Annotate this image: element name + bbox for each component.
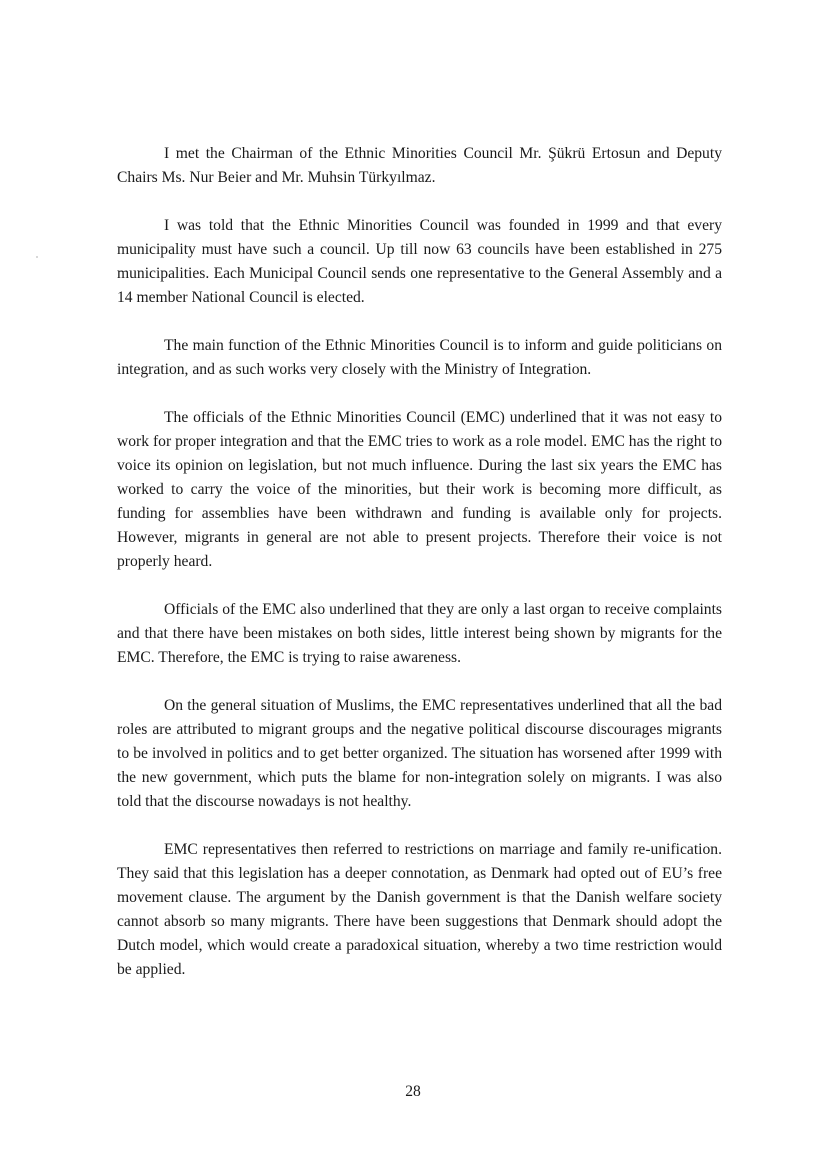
paragraph-complaints: Officials of the EMC also underlined that they are only a last organ to receive complaints and that there have been mistakes on both sides, little interest being shown by migrants for the EMC. Therefore, the EMC is trying to raise awareness. — [117, 601, 722, 666]
paragraph-marriage-restrictions: EMC representatives then referred to restrictions on marriage and family re-unification. They said that this legislation has a deeper connotation, as Denmark had opted out of EU’s free movement clause. The argument by the Danish government is that the Danish welfare society cannot absorb so many migrants. There have been suggestions that Denmark should adopt the Dutch model, which would create a paradoxical situation, whereby a two time restriction would be applied. — [117, 841, 722, 978]
scan-speck — [36, 256, 38, 258]
paragraph-muslims-situation: On the general situation of Muslims, the EMC representatives underlined that all the bad roles are attributed to migrant groups and the negative political discourse discourages migrants to be involved in politics and to get better organized. The situation has worsened after 1999 with the new government, which puts the blame for non-integration solely on migrants. I was also told that the discourse nowadays is not healthy. — [117, 697, 722, 810]
paragraph-meeting: I met the Chairman of the Ethnic Minorities Council Mr. Şükrü Ertosun and Deputy Chairs Ms. Nur Beier and Mr. Muhsin Türkyılmaz. — [117, 145, 722, 186]
paragraph-emc-officials: The officials of the Ethnic Minorities Council (EMC) underlined that it was not easy to work for proper integration and that the EMC tries to work as a role model. EMC has the right to voice its opinion on legislation, but not much influence. During the last six years the EMC has worked to carry the voice of the minorities, but their work is becoming more difficult, as funding for assemblies have been withdrawn and funding is available only for projects. However, migrants in general are not able to present projects. Therefore their voice is not properly heard. — [117, 409, 722, 570]
page-body — [117, 142, 722, 1006]
page-number: 28 — [405, 1083, 421, 1100]
paragraph-council-function: The main function of the Ethnic Minorities Council is to inform and guide politicians on integration, and as such works very closely with the Ministry of Integration. — [117, 337, 722, 378]
paragraph-council-founding: I was told that the Ethnic Minorities Council was founded in 1999 and that every municipality must have such a council. Up till now 63 councils have been established in 275 municipalities. Each Municipal Council sends one representative to the General Assembly and a 14 member National Council is elected. — [117, 217, 722, 306]
